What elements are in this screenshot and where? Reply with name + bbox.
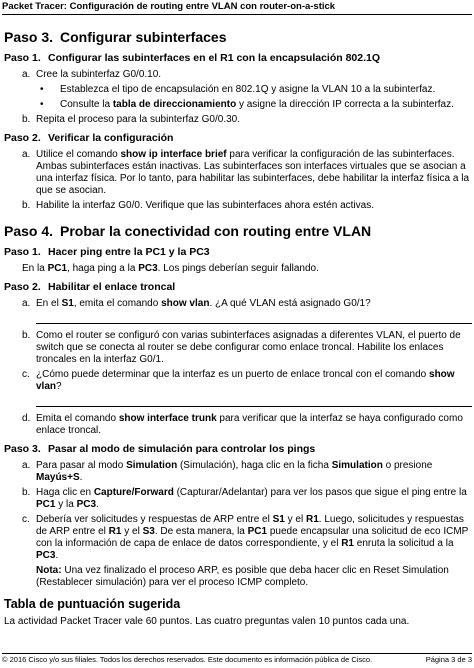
step3-s1-item-a: a. Cree la subinterfaz G0/0.10.: [22, 69, 162, 80]
step3-s2-item-a: a. Utilice el comando show ip interface brief para verificar la configuración de las subinterfaces. Ambas subinterfaces están inactivas. Las subinterfaces son interfaces virtuales que se asocian a una interfaz física. Por lo tanto, para habilitar las subinterfaces, debe habilitar la interfaz física a la que se asocian.: [22, 149, 470, 196]
simulation-note: Nota: Una vez finalizado el proceso ARP, es posible que deba hacer clic en Reset Simulation (Restablecer simulación) para ver el proceso ICMP completo.: [36, 565, 449, 588]
step4-s2-item-a: a. En el S1, emita el comando show vlan. ¿A qué VLAN está asignado G0/1?: [22, 298, 371, 309]
step4-s2-item-d: d. Emita el comando show interface trunk para verificar que la interfaz se haya configurado como enlace troncal.: [22, 413, 463, 436]
step4-s2-heading: Paso 2. Habilitar el enlace troncal: [4, 281, 176, 293]
footer-copyright: © 2016 Cisco y/o sus filiales. Todos los derechos reservados. Este documento es información pública de Cisco.: [2, 655, 373, 664]
step3-s2-heading: Paso 2. Verificar la configuración: [4, 132, 174, 144]
step3-s1-item-b: b. Repita el proceso para la subinterfaz G0/0.30.: [22, 114, 241, 125]
step3-s1-bullet-1: • Establezca el tipo de encapsulación en 802.1Q y asigne la VLAN 10 a la subinterfaz.: [40, 84, 436, 95]
score-heading: Tabla de puntuación sugerida: [4, 597, 181, 611]
step3-s1-bullet-2: • Consulte la tabla de direccionamiento y asigne la dirección IP correcta a la subinterfaz.: [40, 99, 454, 110]
page-content: [2, 18, 472, 628]
step4-s2-item-c: c. ¿Cómo puede determinar que la interfaz es un puerto de enlace troncal con el comando show vlan?: [22, 369, 455, 392]
page-footer: [2, 653, 472, 666]
score-text: La actividad Packet Tracer vale 60 puntos. Las cuatro preguntas valen 10 puntos cada una.: [4, 616, 410, 627]
step4-s2-item-b: b. Como el router se configuró con varias subinterfaces asignadas a diferentes VLAN, el puerto de switch que se conecta al router se debe configurar como enlace troncal. Habilite los enlaces troncales en la interfaz G0/1.: [22, 330, 461, 365]
document-header: Packet Tracer: Configuración de routing entre VLAN con router-on-a-stick: [2, 0, 472, 15]
step4-s3-item-a: a. Para pasar al modo Simulation (Simulación), haga clic en la ficha Simulation o presione Mayús+S.: [22, 460, 433, 483]
page-number: Página 3 de 3: [425, 655, 472, 664]
step3-s2-item-b: b. Habilite la interfaz G0/0. Verifique que las subinterfaces ahora estén activas.: [22, 200, 374, 211]
step3-heading: Paso 3. Configurar subinterfaces: [4, 29, 227, 45]
step4-s3-heading: Paso 3. Pasar al modo de simulación para controlar los pings: [4, 443, 316, 455]
answer-line-2[interactable]: [36, 396, 472, 407]
answer-line-1[interactable]: [36, 313, 472, 324]
step4-s3-item-b: b. Haga clic en Capture/Forward (Capturar/Adelantar) para ver los pasos que sigue el ping entre la PC1 y la PC3.: [22, 487, 467, 510]
step4-heading: Paso 4. Probar la conectividad con routing entre VLAN: [4, 223, 372, 239]
step4-s1-text: En la PC1, haga ping a la PC3. Los pings deberían seguir fallando.: [22, 263, 319, 274]
step4-s3-item-c: c. Debería ver solicitudes y respuestas de ARP entre el S1 y el R1. Luego, solicitudes y respuestas de ARP entre el R1 y el S3. De esta manera, la PC1 puede encapsular una solicitud de eco ICMP con la información de capa de enlace de datos correspondiente, y el R1 enruta la solicitud a la PC3.: [22, 514, 469, 561]
step4-s1-heading: Paso 1. Hacer ping entre la PC1 y la PC3: [4, 246, 210, 258]
step3-s1-heading: Paso 1. Configurar las subinterfaces en el R1 con la encapsulación 802.1Q: [4, 52, 381, 64]
